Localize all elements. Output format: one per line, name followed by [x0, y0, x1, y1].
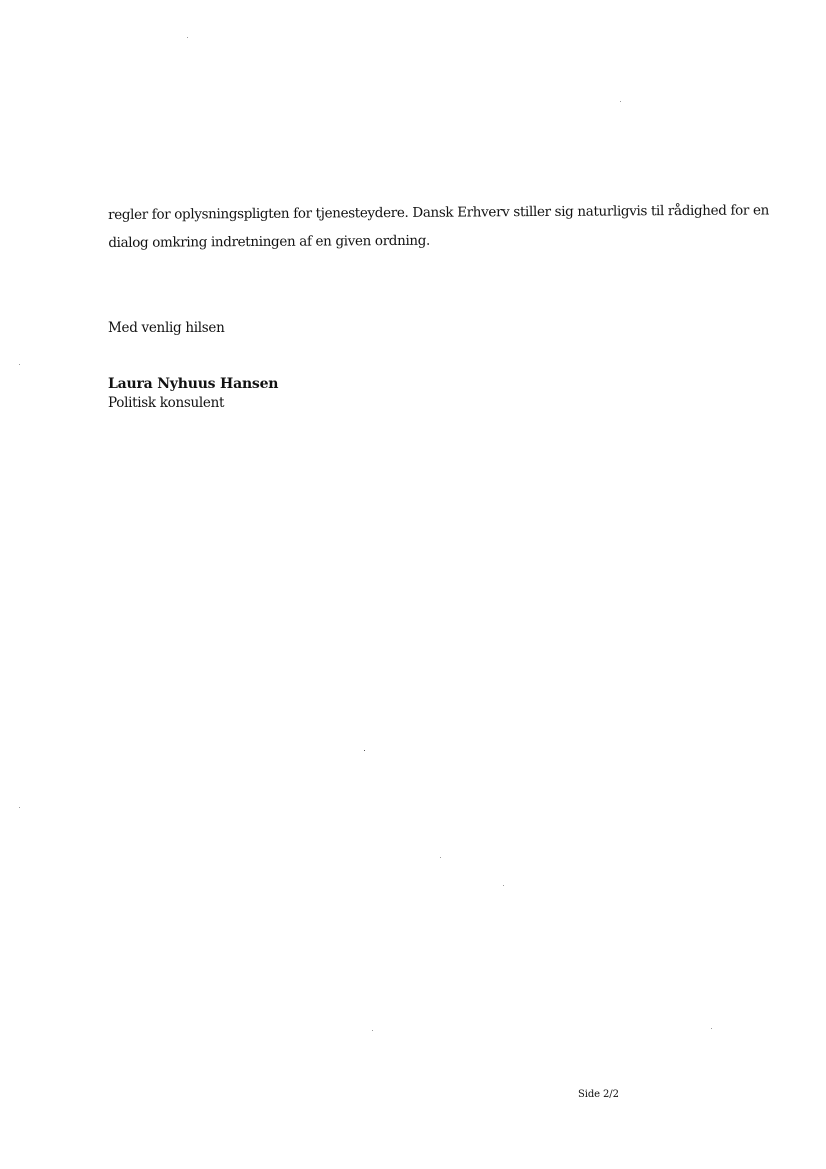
- paragraph-line-2: dialog omkring indretningen af en given ordning.: [108, 232, 431, 251]
- scan-speck: [620, 101, 621, 102]
- paragraph-line-1: regler for oplysningspligten for tjenesteydere. Dansk Erhverv stiller sig naturligvis til rådighed for en: [108, 202, 769, 223]
- closing-salutation: Med venlig hilsen: [108, 320, 225, 336]
- scan-speck: [503, 885, 504, 886]
- scan-speck: [187, 37, 188, 38]
- scan-speck: [440, 857, 441, 858]
- scan-speck: [19, 364, 20, 365]
- scan-speck: [372, 1030, 373, 1031]
- body-paragraph: [108, 197, 769, 257]
- signature-block: [108, 375, 278, 413]
- scan-speck: [364, 750, 365, 751]
- scan-speck: [19, 807, 20, 808]
- scan-speck: [711, 1028, 712, 1029]
- signatory-title: Politisk konsulent: [108, 395, 225, 411]
- signatory-name: Laura Nyhuus Hansen: [108, 376, 279, 392]
- page-number: Side 2/2: [578, 1089, 619, 1100]
